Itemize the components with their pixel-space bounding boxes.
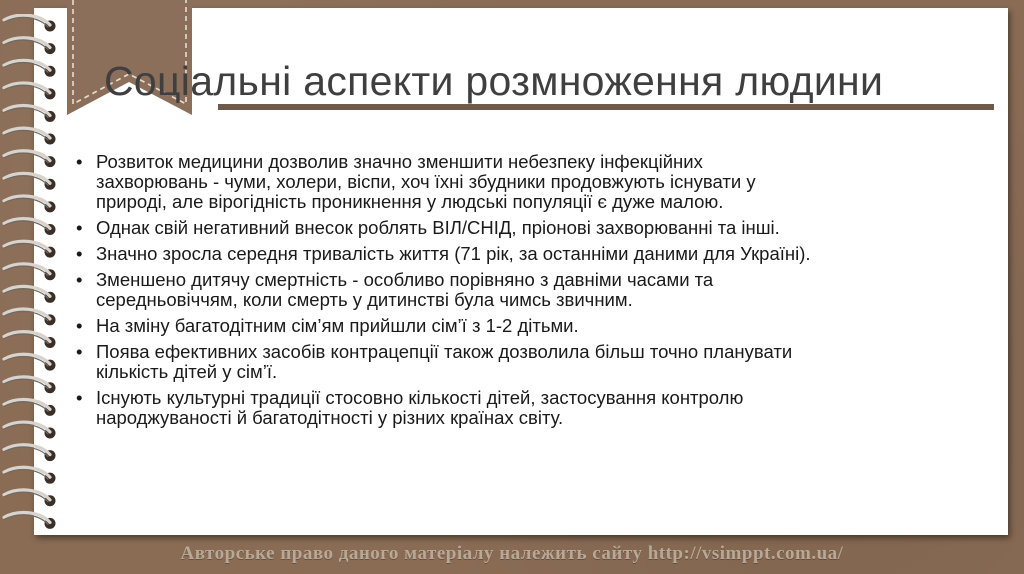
spiral-ring-icon [4, 399, 56, 415]
slide-title: Соціальні аспекти розмноження людини [104, 58, 884, 104]
spiral-ring-icon [4, 513, 56, 529]
bullet-marker: • [76, 243, 83, 264]
bullet-text-line: Зменшено дитячу смертність - особливо порівняно з давніми часами та [96, 269, 714, 290]
bullet-marker: • [76, 269, 83, 290]
bullet-text-line: народжуваності й багатодітності у різних країнах світу. [96, 407, 564, 428]
spiral-ring-icon [4, 264, 56, 280]
spiral-ring-icon [4, 196, 56, 212]
bullet-item [76, 270, 976, 310]
spiral-ring-icon [4, 38, 56, 54]
bullet-text-line: середньовіччям, коли смерть у дитинстві була чимсь звичним. [96, 289, 633, 310]
bullet-marker: • [76, 151, 83, 172]
bullet-marker: • [76, 387, 83, 408]
spiral-ring-icon [4, 173, 56, 189]
bullet-item [76, 342, 976, 382]
spiral-ring-icon [4, 106, 56, 122]
spiral-ring-icon [4, 354, 56, 370]
spiral-binding [0, 14, 70, 534]
bullet-item [76, 316, 976, 336]
bullet-item [76, 218, 976, 238]
spiral-ring-icon [4, 377, 56, 393]
spiral-ring-icon [4, 15, 56, 31]
bullet-item [76, 244, 976, 264]
bullet-marker: • [76, 217, 83, 238]
spiral-ring-icon [4, 309, 56, 325]
bullet-text-line: природі, але вірогідність проникнення у людські популяції є дуже малою. [96, 191, 724, 212]
spiral-ring-icon [4, 219, 56, 235]
spiral-ring-icon [4, 151, 56, 167]
spiral-ring-icon [4, 422, 56, 438]
spiral-ring-icon [4, 286, 56, 302]
bullet-text-line: Значно зросла середня тривалість життя (71 рік, за останніми даними для Україні). [96, 243, 811, 264]
bullet-list [76, 152, 976, 434]
spiral-ring-icon [4, 128, 56, 144]
bullet-text-line: Однак свій негативний внесок роблять ВІЛ/СНІД, пріонові захворюванні та інші. [96, 217, 780, 238]
bullet-text-line: Поява ефективних засобів контрацепції також дозволила більш точно планувати [96, 341, 793, 362]
spiral-ring-icon [4, 467, 56, 483]
spiral-ring-icon [4, 490, 56, 506]
bullet-text-line: кількість дітей у сім’ї. [96, 361, 278, 382]
spiral-ring-icon [4, 445, 56, 461]
spiral-ring-icon [4, 332, 56, 348]
bullet-text-line: Розвиток медицини дозволив значно зменшити небезпеку інфекційних [96, 151, 703, 172]
bullet-item [76, 152, 976, 212]
bullet-text-line: На зміну багатодітним сім’ям прийшли сім’ї з 1-2 дітьми. [96, 315, 579, 336]
bullet-text-line: Існують культурні традиції стосовно кількості дітей, застосування контролю [96, 387, 744, 408]
bullet-text-line: захворювань - чуми, холери, віспи, хоч їхні збудники продовжують існувати у [96, 171, 756, 192]
spiral-ring-icon [4, 241, 56, 257]
bullet-marker: • [76, 315, 83, 336]
title-underline [218, 104, 994, 110]
bullet-item [76, 388, 976, 428]
spiral-ring-icon [4, 60, 56, 76]
bullet-marker: • [76, 341, 83, 362]
spiral-ring-icon [4, 83, 56, 99]
copyright-watermark: Авторське право даного матеріалу належить сайту http://vsimppt.com.ua/ [180, 543, 844, 564]
